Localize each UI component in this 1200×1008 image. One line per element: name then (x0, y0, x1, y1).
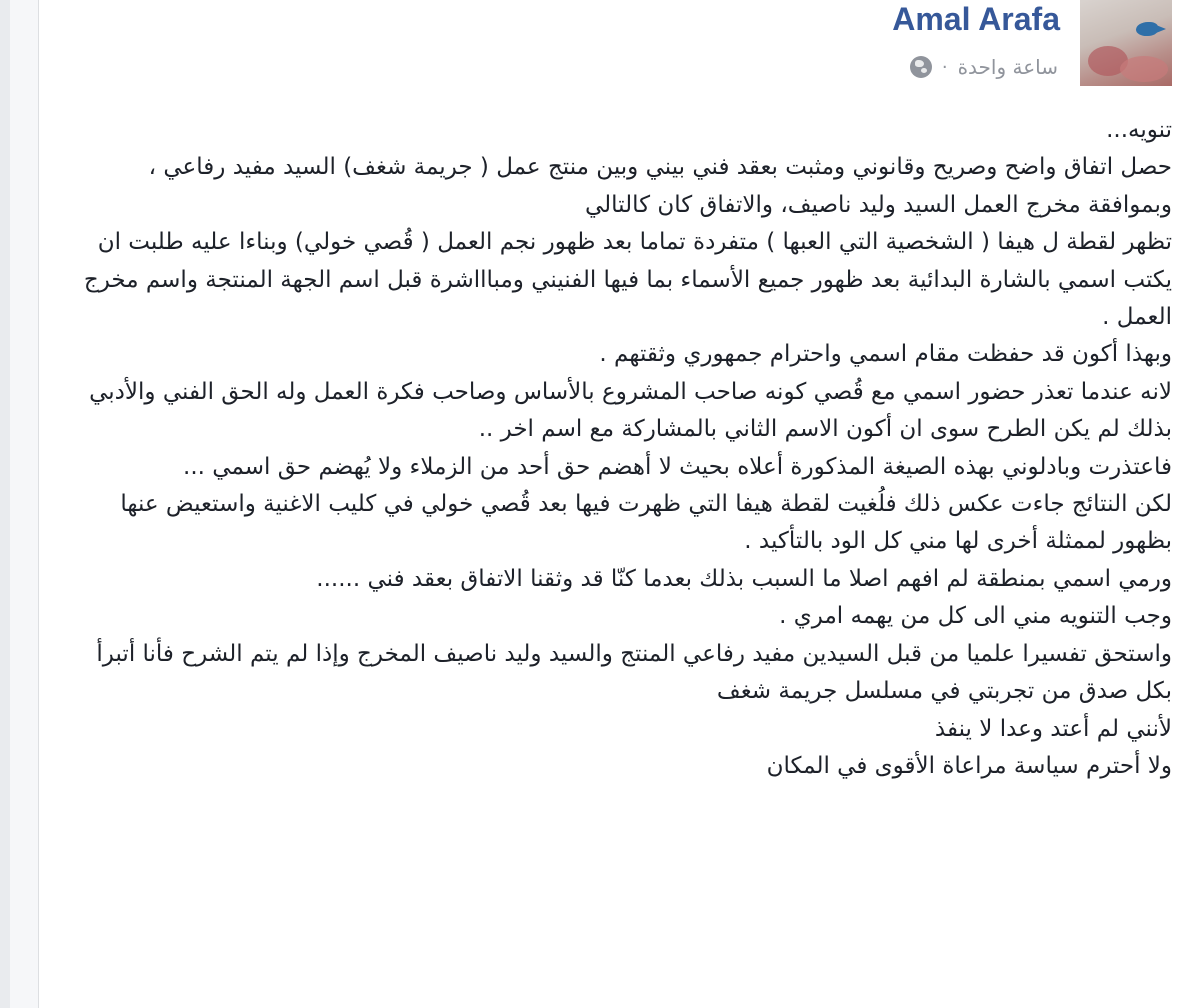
post-paragraph: واستحق تفسيرا علميا من قبل السيدين مفيد رفاعي المنتج والسيد وليد ناصيف المخرج وإذا لم يتم الشرح فأنا أتبرأ بكل صدق من تجربتي في مسلسل جريمة شغف (96, 640, 1172, 705)
author-name[interactable]: Amal Arafa (892, 1, 1060, 37)
post-paragraph: تظهر لقطة ل هيفا ( الشخصية التي العبها ) متفردة تماما بعد ظهور نجم العمل ( قُصي خولي) وبناءا عليه طلبت ان يكتب اسمي بالشارة البدائية بعد ظهور جميع الأسماء بما فيها الفنيني ومباااشرة قبل اسم الجهة المنتجة واسم مخرج العمل . (83, 229, 1172, 331)
post-text (62, 112, 1172, 785)
post-paragraph: حصل اتفاق واضح وصريح وقانوني ومثبت بعقد فني بيني وبين منتج عمل ( جريمة شغف) السيد مفيد رفاعي ، وبموافقة مخرج العمل السيد وليد ناصيف، والاتفاق كان كالتالي (148, 154, 1172, 218)
meta-separator: · (941, 56, 948, 78)
post-paragraph: وبهذا أكون قد حفظت مقام اسمي واحترام جمهوري وثقتهم . (599, 341, 1172, 368)
post-paragraph: لانه عندما تعذر حضور اسمي مع قُصي كونه صاحب المشروع بالأساس وصاحب فكرة العمل وله الحق الفني والأدبي بذلك لم يكن الطرح سوى ان أكون الاسم الثاني بالمشاركة مع اسم اخر .. (89, 378, 1172, 443)
globe-icon[interactable] (910, 56, 932, 78)
post-timestamp[interactable]: ساعة واحدة (957, 55, 1058, 79)
post-paragraph: ورمي اسمي بمنطقة لم افهم اصلا ما السبب بذلك بعدما كنّا قد وثقنا الاتفاق بعقد فني ...... (316, 565, 1172, 592)
post-paragraph: ولا أحترم سياسة مراعاة الأقوى في المكان (766, 752, 1172, 779)
post-meta (910, 52, 1058, 82)
avatar[interactable] (1080, 0, 1172, 86)
post-paragraph: لكن النتائج جاءت عكس ذلك فلُغيت لقطة هيفا التي ظهرت فيها بعد قُصي خولي في كليب الاغنية واستعيض عنها بظهور لممثلة أخرى لها مني كل الود بالتأكيد . (120, 491, 1172, 555)
left-gutter (0, 0, 38, 1008)
post-paragraph: وجب التنويه مني الى كل من يهمه امري . (779, 603, 1172, 630)
post-paragraph: لأنني لم أعتد وعدا لا ينفذ (934, 715, 1172, 742)
post-paragraph: فاعتذرت وبادلوني بهذه الصيغة المذكورة أعلاه بحيث لا أهضم حق أحد من الزملاء ولا يُهضم حق اسمي ... (183, 453, 1172, 480)
post-paragraph: تنويه... (1106, 117, 1172, 143)
post-header (572, 0, 1172, 92)
bird-icon (1136, 22, 1158, 36)
post-card (38, 0, 1200, 1008)
